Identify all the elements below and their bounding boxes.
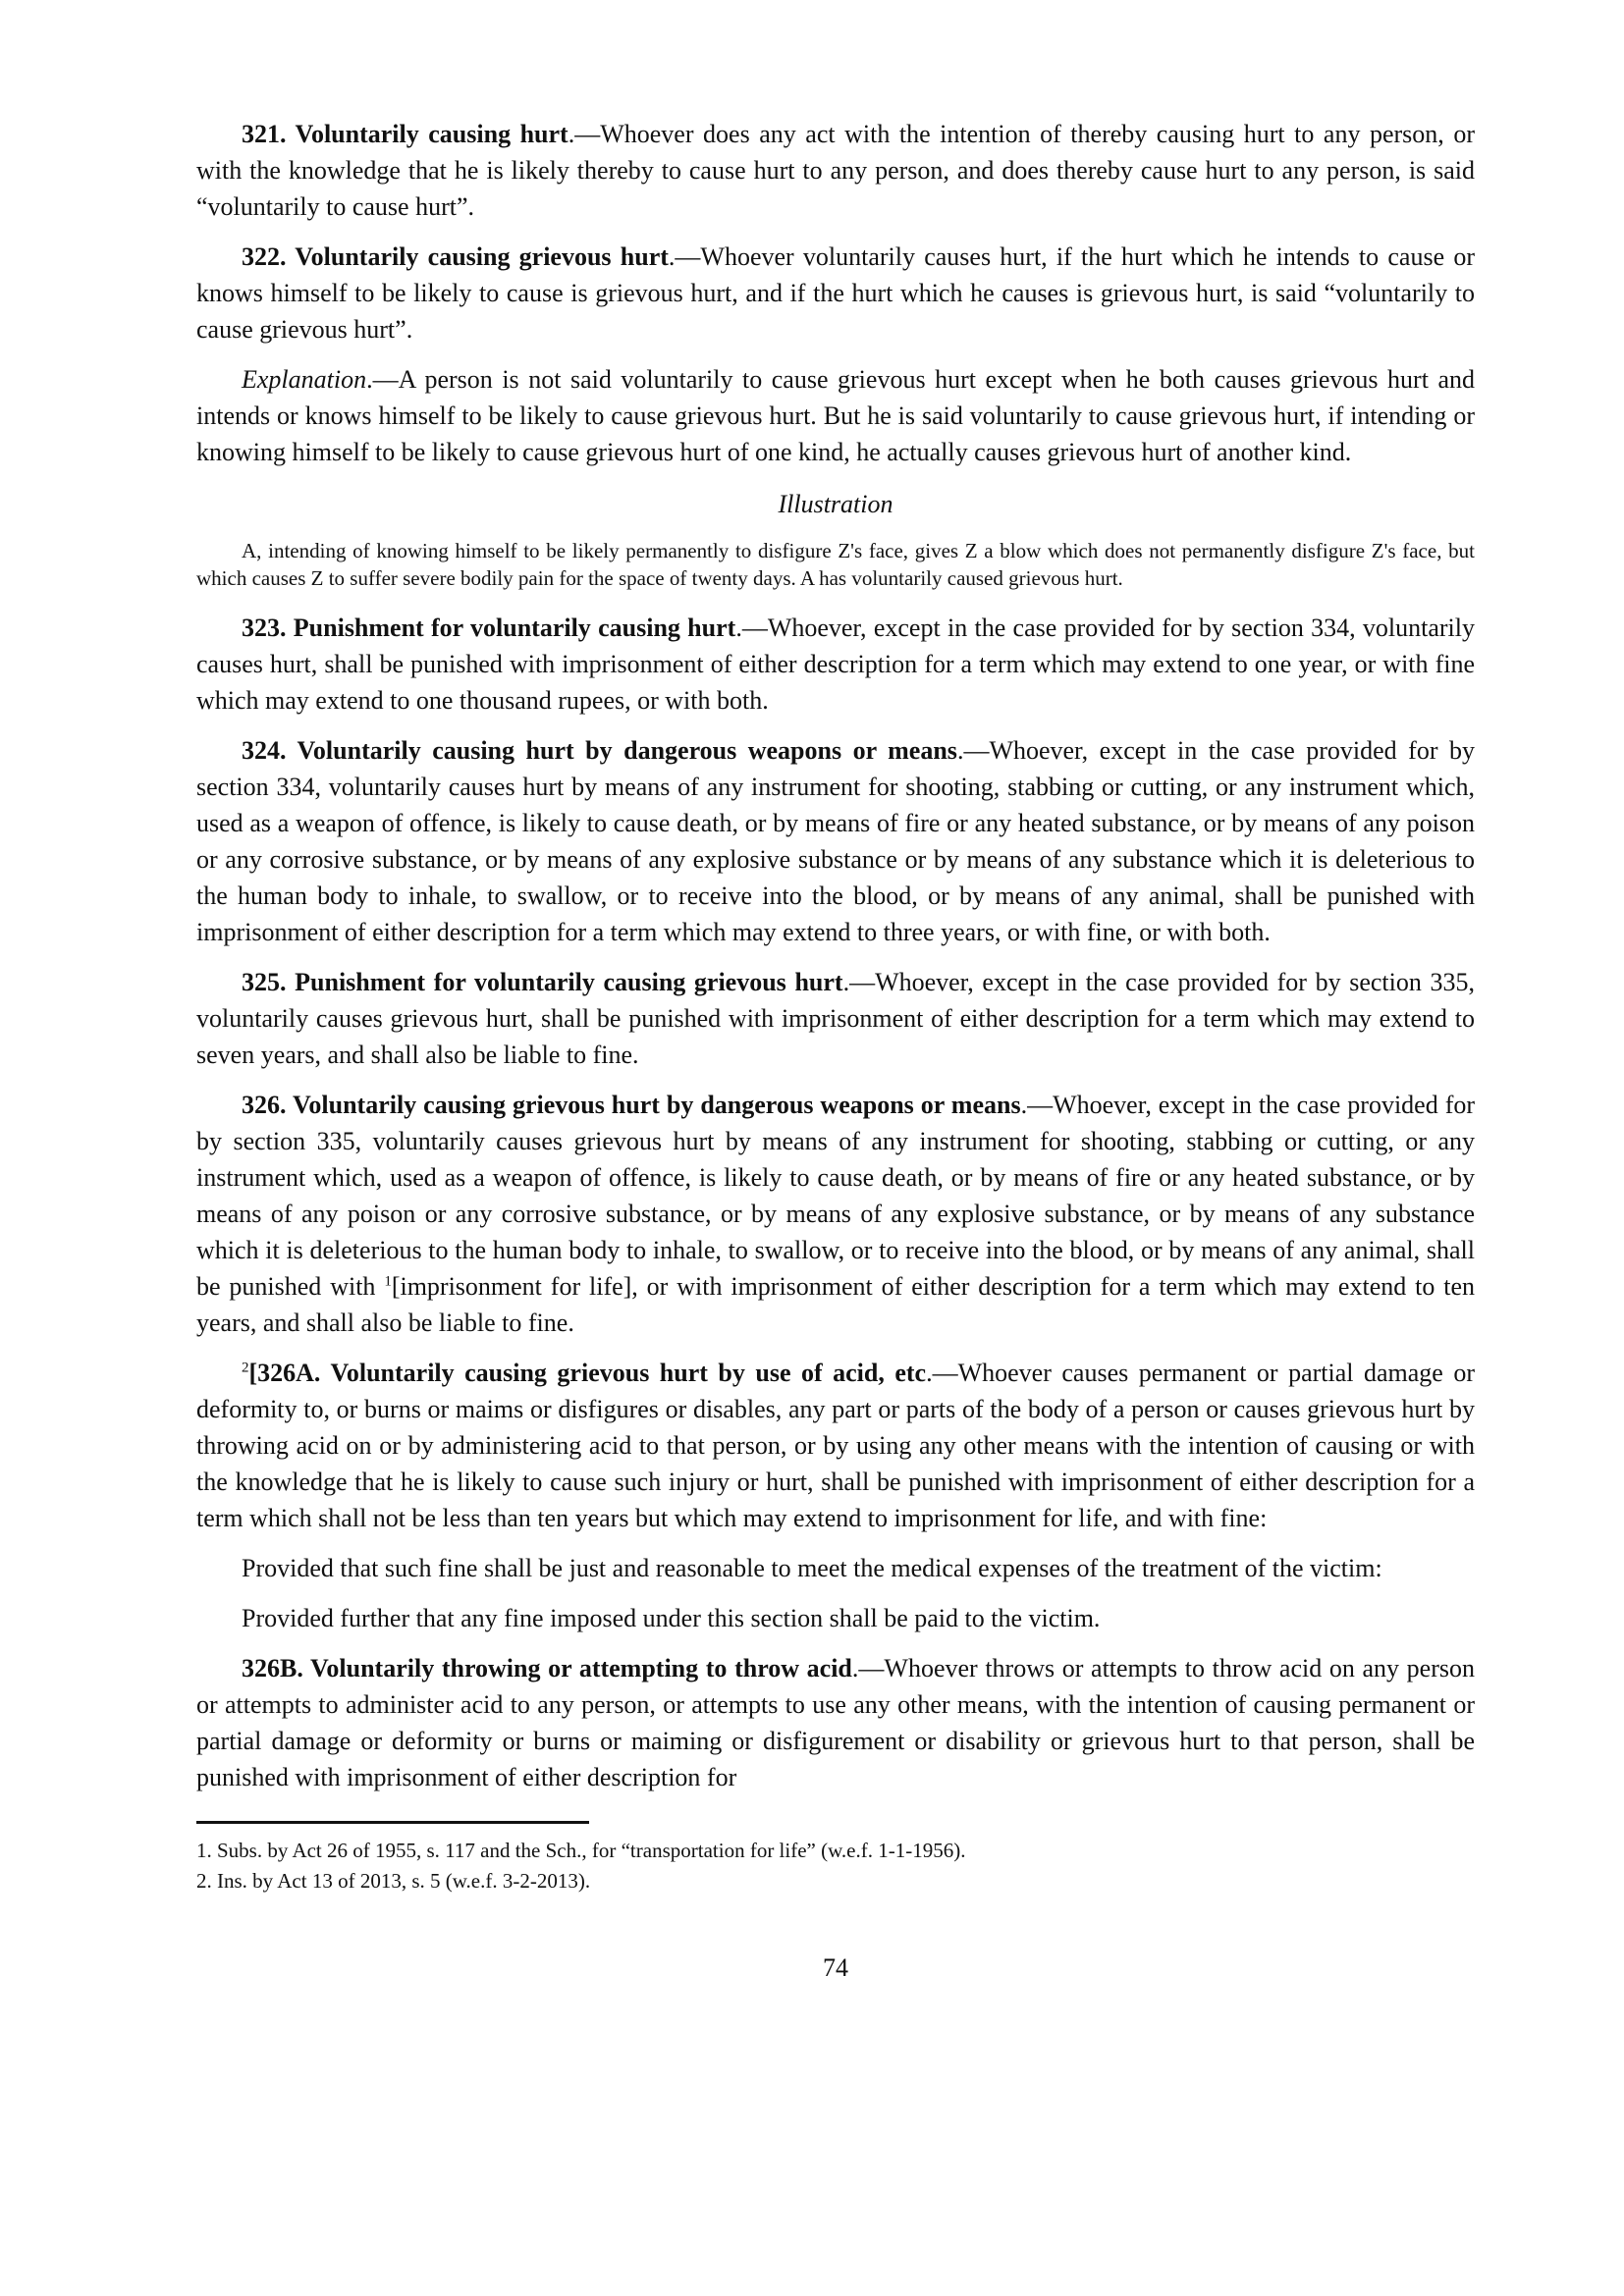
explanation-label: Explanation bbox=[242, 365, 367, 394]
section-325-text: .—Whoever, except in the case provided for by section 335, voluntarily causes grievous hurt, shall be punished with imprisonment of either description for a term which may extend to seven years, and shall also be liable to fine. bbox=[196, 968, 1475, 1069]
section-326a-text: .—Whoever causes permanent or partial damage or deformity to, or burns or maims or disfigures or disables, any part or parts of the body of a person or causes grievous hurt by throwing acid on or by administering acid to that person, or by using any other means with the intention of causing or with the knowledge that he is likely to cause such injury or hurt, shall be punished with imprisonment of either description for a term which shall not be less than ten years but which may extend to imprisonment for life, and with fine: bbox=[196, 1359, 1475, 1532]
section-321 bbox=[196, 116, 1475, 225]
section-326 bbox=[196, 1087, 1475, 1341]
section-326a-proviso-2: Provided further that any fine imposed under this section shall be paid to the victim. bbox=[242, 1604, 1101, 1632]
section-326a bbox=[196, 1355, 1475, 1536]
section-325-heading: 325. Punishment for voluntarily causing grievous hurt bbox=[242, 968, 843, 996]
section-322-heading: 322. Voluntarily causing grievous hurt bbox=[242, 242, 669, 271]
section-326a-proviso-1: Provided that such fine shall be just and reasonable to meet the medical expenses of the treatment of the victim: bbox=[242, 1554, 1382, 1582]
section-325 bbox=[196, 964, 1475, 1073]
illustration-text: A, intending of knowing himself to be likely permanently to disfigure Z's face, gives Z a blow which does not permanently disfigure Z's face, but which causes Z to suffer severe bodily pain for the space of twenty days. A has voluntarily caused grievous hurt. bbox=[196, 539, 1475, 590]
footnote-divider bbox=[196, 1821, 589, 1824]
section-326-heading: 326. Voluntarily causing grievous hurt by dangerous weapons or means bbox=[242, 1091, 1021, 1119]
section-321-text: .—Whoever does any act with the intention of thereby causing hurt to any person, or with the knowledge that he is likely thereby to cause hurt to any person, and does thereby cause hurt to any person, is said “voluntarily to cause hurt”. bbox=[196, 120, 1475, 221]
page-number: 74 bbox=[823, 1953, 848, 1982]
footnote-1: 1. Subs. by Act 26 of 1955, s. 117 and the Sch., for “transportation for life” (w.e.f. 1-1-1956). bbox=[196, 1839, 966, 1862]
section-326-text-after: [imprisonment for life], or with imprisonment of either description for a term which may extend to ten years, and shall also be liable to fine. bbox=[196, 1272, 1475, 1337]
section-322 bbox=[196, 239, 1475, 347]
explanation-text: .—A person is not said voluntarily to cause grievous hurt except when he both causes grievous hurt and intends or knows himself to be likely to cause grievous hurt. But he is said voluntarily to cause grievous hurt, if intending or knowing himself to be likely to cause grievous hurt of one kind, he actually causes grievous hurt of another kind. bbox=[196, 365, 1475, 466]
section-323-heading: 323. Punishment for voluntarily causing hurt bbox=[242, 614, 736, 642]
section-326-text-before: .—Whoever, except in the case provided for by section 335, voluntarily causes grievous hurt by means of any instrument for shooting, stabbing or cutting, or any instrument which, used as a weapon of offence, is likely to cause death, or by means of fire or any heated substance, or by means of any poison or any corrosive substance, or by means of any explosive substance, or by means of any substance which it is deleterious to the human body to inhale, to swallow, or to receive into the blood, or by means of any animal, shall be punished with bbox=[196, 1091, 1476, 1301]
footnote-block bbox=[196, 1821, 1475, 1896]
section-323-text: .—Whoever, except in the case provided for by section 334, voluntarily causes hurt, shall be punished with imprisonment of either description for a term which may extend to one year, or with fine which may extend to one thousand rupees, or with both. bbox=[196, 614, 1475, 715]
section-324-heading: 324. Voluntarily causing hurt by dangerous weapons or means bbox=[242, 736, 957, 765]
section-326b bbox=[196, 1650, 1475, 1795]
section-326a-heading: [326A. Voluntarily causing grievous hurt by use of acid, etc bbox=[248, 1359, 927, 1387]
footnote-ref-1: 1 bbox=[384, 1273, 392, 1290]
section-326b-heading: 326B. Voluntarily throwing or attempting to throw acid bbox=[242, 1654, 852, 1682]
section-324-text: .—Whoever, except in the case provided for by section 334, voluntarily causes hurt by means of any instrument for shooting, stabbing or cutting, or any instrument which, used as a weapon of offence, is likely to cause death, or by means of fire or any heated substance, or by means of any poison or any corrosive substance, or by means of any explosive substance or by means of any substance which it is deleterious to the human body to inhale, to swallow, or to receive into the blood, or by means of any animal, shall be punished with imprisonment of either description for a term which may extend to three years, or with fine, or with both. bbox=[196, 736, 1476, 946]
footnote-ref-2: 2 bbox=[242, 1360, 249, 1376]
section-322-text: .—Whoever voluntarily causes hurt, if the hurt which he intends to cause or knows himself to be likely to cause is grievous hurt, and if the hurt which he causes is grievous hurt, is said “voluntarily to cause grievous hurt”. bbox=[196, 242, 1475, 344]
footnote-2: 2. Ins. by Act 13 of 2013, s. 5 (w.e.f. 3-2-2013). bbox=[196, 1869, 591, 1893]
section-321-heading: 321. Voluntarily causing hurt bbox=[242, 120, 568, 148]
section-323 bbox=[196, 610, 1475, 719]
section-322-explanation bbox=[196, 361, 1475, 470]
section-324 bbox=[196, 732, 1475, 950]
section-326b-text: .—Whoever throws or attempts to throw acid on any person or attempts to administer acid to any person, or attempts to use any other means, with the intention of causing permanent or partial damage or deformity or burns or maiming or disfigurement or disability or grievous hurt to that person, shall be punished with imprisonment of either description for bbox=[196, 1654, 1475, 1791]
illustration-heading: Illustration bbox=[778, 490, 893, 518]
